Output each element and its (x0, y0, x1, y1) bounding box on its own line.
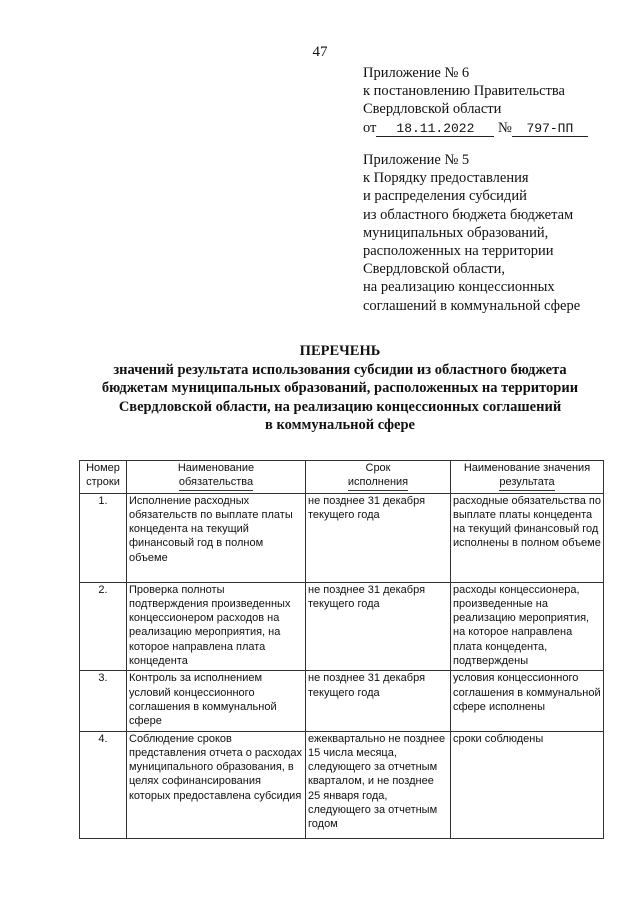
row-number: 1. (80, 493, 127, 582)
row-result: расходы концессионера, произведенные на реализацию мероприятия, на которое направлена плата концедента, подтверждены (451, 582, 604, 671)
row-term: не позднее 31 декабря текущего года (306, 582, 451, 671)
title-line: бюджетам муниципальных образований, расположенных на территории (101, 380, 579, 396)
header-result: Наименование значения результата (451, 461, 604, 494)
row-number: 3. (80, 671, 127, 731)
row-result: условия концессионного соглашения в коммунальной сфере исполнены (451, 671, 604, 731)
row-number: 4. (80, 731, 127, 838)
header-term: Срок исполнения (306, 461, 451, 494)
appendix-5-line: к Порядку предоставления (363, 170, 529, 187)
table-row (80, 582, 604, 671)
appendix-6-line: Свердловской области (363, 101, 502, 118)
appendix-6-date-line (363, 119, 588, 137)
document-title (40, 342, 640, 435)
title-heading: ПЕРЕЧЕНЬ (299, 343, 381, 359)
date-prefix: от (363, 119, 377, 136)
row-term: не позднее 31 декабря текущего года (306, 671, 451, 731)
row-result: сроки соблюдены (451, 731, 604, 838)
appendix-5-line: и распределения субсидий (363, 188, 527, 205)
row-result: расходные обязательства по выплате платы концедента на текущий финансовый год исполнены в полном объеме (451, 493, 604, 582)
row-obligation: Исполнение расходных обязательств по выплате платы концедента на текущий финансовый год в полном объеме (127, 493, 306, 582)
appendix-5-line: Приложение № 5 (363, 152, 470, 168)
page-number: 47 (312, 44, 328, 60)
title-line: в коммунальной сфере (265, 417, 415, 433)
table-header-row (80, 461, 604, 494)
appendix-6-line: к постановлению Правительства (363, 83, 565, 100)
table-row (80, 731, 604, 838)
appendix-5-line: на реализацию концессионных (363, 279, 555, 296)
row-number: 2. (80, 582, 127, 671)
title-line: Свердловской области, на реализацию концессионных соглашений (118, 398, 562, 415)
document-number: 797-ПП (512, 121, 588, 137)
row-term: не позднее 31 декабря текущего года (306, 493, 451, 582)
title-line: значений результата использования субсидии из областного бюджета (113, 361, 567, 378)
results-table (79, 460, 604, 839)
row-obligation: Проверка полноты подтверждения произведенных концессионером расходов на реализацию мероприятия, на которое направлена плата концедента (127, 582, 306, 671)
appendix-6-title: Приложение № 6 (363, 65, 470, 81)
document-date: 18.11.2022 (376, 121, 494, 137)
row-term: ежеквартально не позднее 15 числа месяца, следующего за отчетным кварталом, и не позднее 25 января года, следующего за отчетным годом (306, 731, 451, 838)
appendix-5-line: Свердловской области, (363, 261, 506, 278)
header-row-number: Номер строки (80, 461, 127, 494)
number-prefix: № (498, 119, 512, 136)
row-obligation: Контроль за исполнением условий концессионного соглашения в коммунальной сфере (127, 671, 306, 731)
row-obligation: Соблюдение сроков представления отчета о расходах муниципального образования, в целях софинансирования которых предоставлена субсидия (127, 731, 306, 838)
appendix-5-block (363, 151, 580, 315)
appendix-5-line: расположенных на территории (363, 243, 554, 260)
appendix-5-line: муниципальных образований, (363, 224, 549, 241)
appendix-6-block (363, 64, 588, 137)
appendix-5-line: из областного бюджета бюджетам (363, 206, 574, 223)
table-row (80, 671, 604, 731)
table-row (80, 493, 604, 582)
appendix-5-line: соглашений в коммунальной сфере (363, 297, 581, 314)
header-obligation: Наименование обязательства (127, 461, 306, 494)
